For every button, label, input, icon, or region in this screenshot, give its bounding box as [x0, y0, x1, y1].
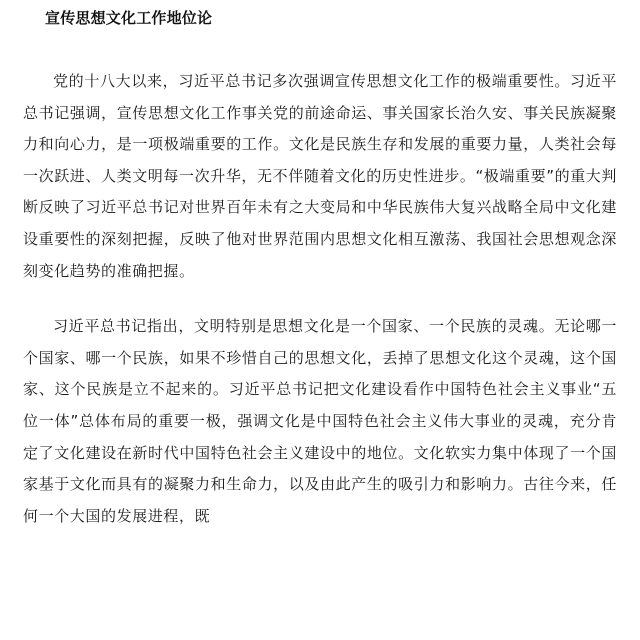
paragraph-2: 习近平总书记指出，文明特别是思想文化是一个国家、一个民族的灵魂。无论哪一个国家、哪一个民族，如果不珍惜自己的思想文化，丢掉了思想文化这个灵魂，这个国家、这个民族是立不起来的。习近平总书记把文化建设看作中国特色社会主义事业“五位一体”总体布局的重要一极，强调文化是中国特色社会主义伟大事业的灵魂，充分肯定了文化建设在新时代中国特色社会主义建设中的地位。文化软实力集中体现了一个国家基于文化而具有的凝聚力和生命力，以及由此产生的吸引力和影响力。古往今来，任何一个大国的发展进程，既: [23, 317, 617, 525]
section-title: 宣传思想文化工作地位论: [45, 9, 213, 27]
paragraph-1: 党的十八大以来，习近平总书记多次强调宣传思想文化工作的极端重要性。习近平总书记强调，宣传思想文化工作事关党的前途命运、事关国家长治久安、事关民族凝聚力和向心力，是一项极端重要的工作。文化是民族生存和发展的重要力量，人类社会每一次跃进、人类文明每一次升华，无不伴随着文化的历史性进步。“极端重要”的重大判断反映了习近平总书记对世界百年未有之大变局和中华民族伟大复兴战略全局中文化建设重要性的深刻把握，反映了他对世界范围内思想文化相互激荡、我国社会思想观念深刻变化趋势的准确把握。: [23, 72, 617, 280]
